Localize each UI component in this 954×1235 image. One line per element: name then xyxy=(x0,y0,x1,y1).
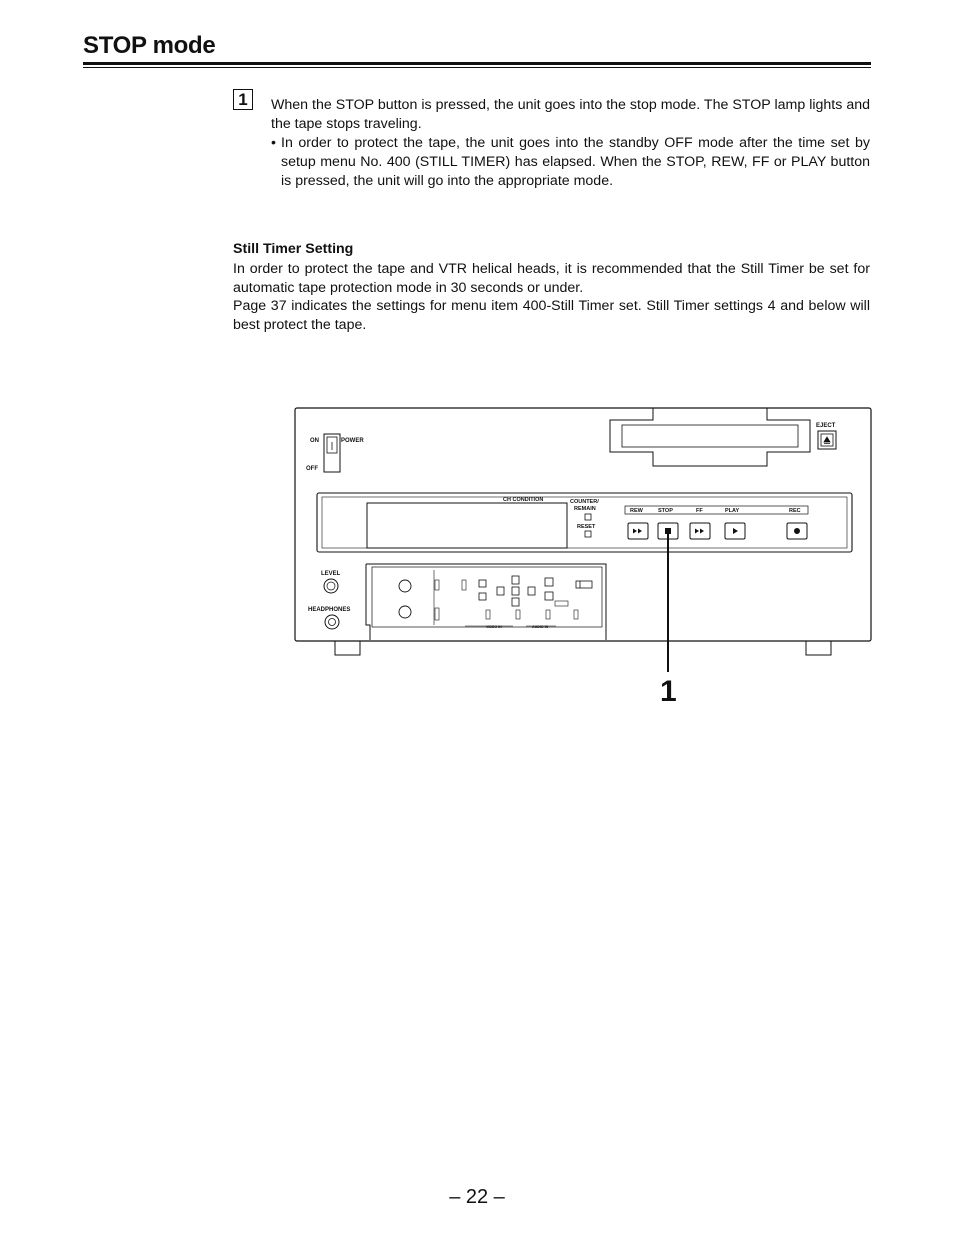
step-number-box: 1 xyxy=(233,89,253,110)
step-bullet-text: In order to protect the tape, the unit goes into the standby OFF mode after the time set by setup menu No. 400 (STILL TIMER) has elapsed. When the STOP, REW, FF or PLAY button is pressed, the unit will go into the appropriate mode. xyxy=(281,135,870,189)
down-key xyxy=(512,598,519,606)
step-text: When the STOP button is pressed, the unit goes into the stop mode. The STOP lamp lights and the tape stops traveling. xyxy=(271,97,870,132)
rec-icon xyxy=(794,528,800,534)
play-label: PLAY xyxy=(725,508,740,514)
off-label: OFF xyxy=(306,466,318,472)
power-label: POWER xyxy=(341,438,364,444)
cassette-slot xyxy=(610,408,810,466)
bullet-dot: • xyxy=(271,135,276,151)
counter-remain-button xyxy=(585,514,591,520)
rec-label: REC xyxy=(789,508,801,514)
right-key xyxy=(528,587,535,595)
ff-label: FF xyxy=(696,508,703,514)
input-level-knob-2 xyxy=(399,606,411,618)
play-icon xyxy=(733,528,738,534)
counter-remain-label-2: REMAIN xyxy=(574,506,596,512)
step-bullet xyxy=(271,134,870,191)
rew-icon xyxy=(633,529,642,534)
cassette-slot-inner xyxy=(622,425,798,447)
left-foot xyxy=(335,641,360,655)
card-slot xyxy=(576,581,592,588)
audio-in-label: AUDIO IN xyxy=(532,625,549,629)
callout-number: 1 xyxy=(660,675,677,708)
display-window xyxy=(367,503,567,548)
still-timer-heading: Still Timer Setting xyxy=(233,241,354,257)
reset-label: RESET xyxy=(577,524,596,530)
title-rule-thick xyxy=(83,62,871,65)
vtr-front-panel-illustration xyxy=(290,400,880,700)
page-title: STOP mode xyxy=(83,32,216,59)
title-rule-thin xyxy=(83,67,871,68)
page-number: – 22 – xyxy=(449,1186,505,1208)
right-foot xyxy=(806,641,831,655)
reset-button xyxy=(585,531,591,537)
transport-label-strip xyxy=(625,506,808,514)
up-key xyxy=(512,576,519,584)
set-key xyxy=(512,587,519,595)
input-level-knob-1 xyxy=(399,580,411,592)
left-key xyxy=(497,587,504,595)
video-in-label: VIDEO IN xyxy=(486,625,502,629)
stop-label: STOP xyxy=(658,508,673,514)
counter-remain-label-1: COUNTER/ xyxy=(570,499,599,505)
level-knob xyxy=(324,579,338,593)
level-label: LEVEL xyxy=(321,571,341,577)
eject-label: EJECT xyxy=(816,423,836,429)
ch-condition-label: CH CONDITION xyxy=(503,497,544,503)
ff-icon xyxy=(695,529,704,534)
eject-icon xyxy=(824,437,830,444)
rew-label: REW xyxy=(630,508,643,514)
headphones-label: HEADPHONES xyxy=(308,607,351,613)
still-timer-para-1: In order to protect the tape and VTR helical heads, it is recommended that the Still Timer be set for automatic tape protection mode in 30 seconds or under. xyxy=(233,261,870,296)
still-timer-para-2: Page 37 indicates the settings for menu item 400-Still Timer set. Still Timer settings 4 and below will best protect the tape. xyxy=(233,298,870,333)
on-label: ON xyxy=(310,438,319,444)
headphones-jack xyxy=(325,615,339,629)
